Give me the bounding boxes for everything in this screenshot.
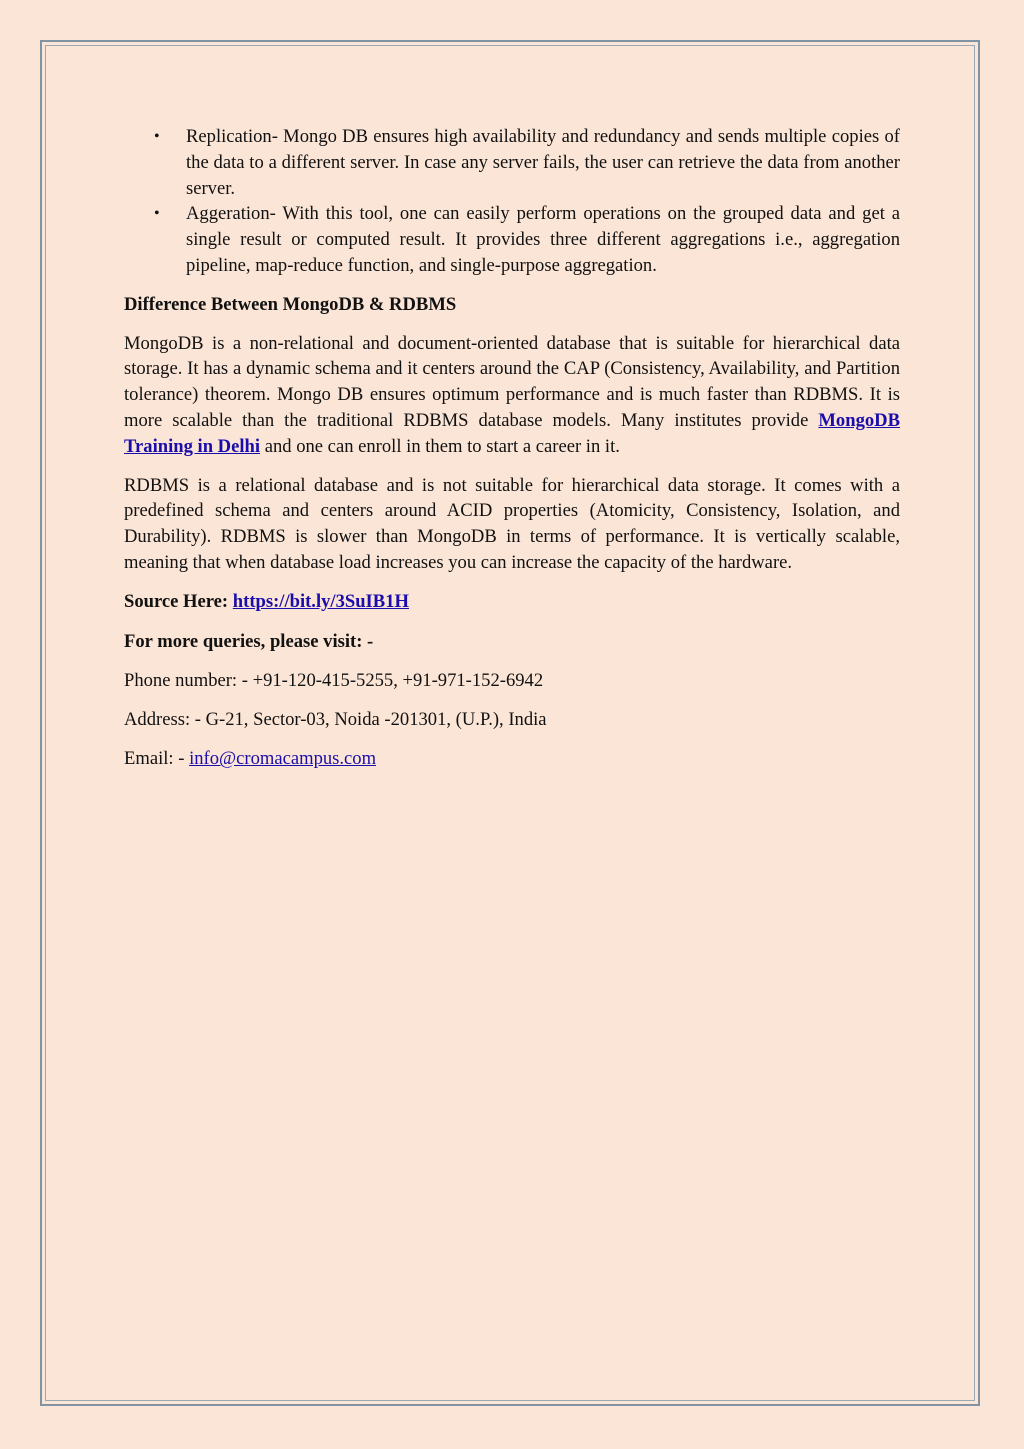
paragraph-text: and one can enroll in them to start a career in it. [260, 435, 620, 457]
email-link[interactable]: info@cromacampus.com [189, 748, 377, 770]
address-line: Address: - G-21, Sector-03, Noida -201301, (U.P.), India [124, 709, 547, 731]
paragraph-mongodb [124, 331, 900, 460]
phone-line: Phone number: - +91-120-415-5255, +91-971-152-6942 [124, 669, 544, 691]
list-item [124, 124, 900, 201]
source-label: Source Here: [124, 591, 233, 613]
bullet-icon: • [154, 128, 160, 145]
page-content [124, 124, 900, 772]
training-link[interactable]: MongoDB Training in Delhi [124, 409, 900, 457]
section-heading: Difference Between MongoDB & RDBMS [124, 293, 457, 315]
list-item [124, 201, 900, 278]
paragraph-text: MongoDB is a non-relational and document-oriented database that is suitable for hierarchical data storage. It has a dynamic schema and it centers around the CAP (Consistency, Availability, and Partition tolerance) theorem. Mongo DB ensures optimum performance and is much faster than RDBMS. It is more scalable than the traditional RDBMS database models. Many institutes provide [124, 332, 900, 431]
bullet-icon: • [154, 205, 160, 223]
paragraph-rdbms: RDBMS is a relational database and is not suitable for hierarchical data storage. It comes with a predefined schema and centers around ACID properties (Atomicity, Consistency, Isolation, and Durability). RDBMS is slower than MongoDB in terms of performance. It is vertically scalable, meaning that when database load increases you can increase the capacity of the hardware. [124, 474, 900, 573]
list-item-text: Aggeration- With this tool, one can easily perform operations on the grouped data and get a single result or computed result. It provides three different aggregations i.e., aggregation pipeline, map-reduce function, and single-purpose aggregation. [186, 203, 900, 276]
queries-line: For more queries, please visit: - [124, 630, 374, 652]
email-line [124, 746, 900, 772]
source-link[interactable]: https://bit.ly/3SuIB1H [232, 591, 409, 613]
list-item-text: Replication- Mongo DB ensures high availability and redundancy and sends multiple copies of the data to a different server. In case any server fails, the user can retrieve the data from another server. [186, 126, 900, 199]
email-label: Email: - [124, 748, 190, 770]
feature-list [124, 124, 900, 279]
source-line [124, 589, 900, 615]
